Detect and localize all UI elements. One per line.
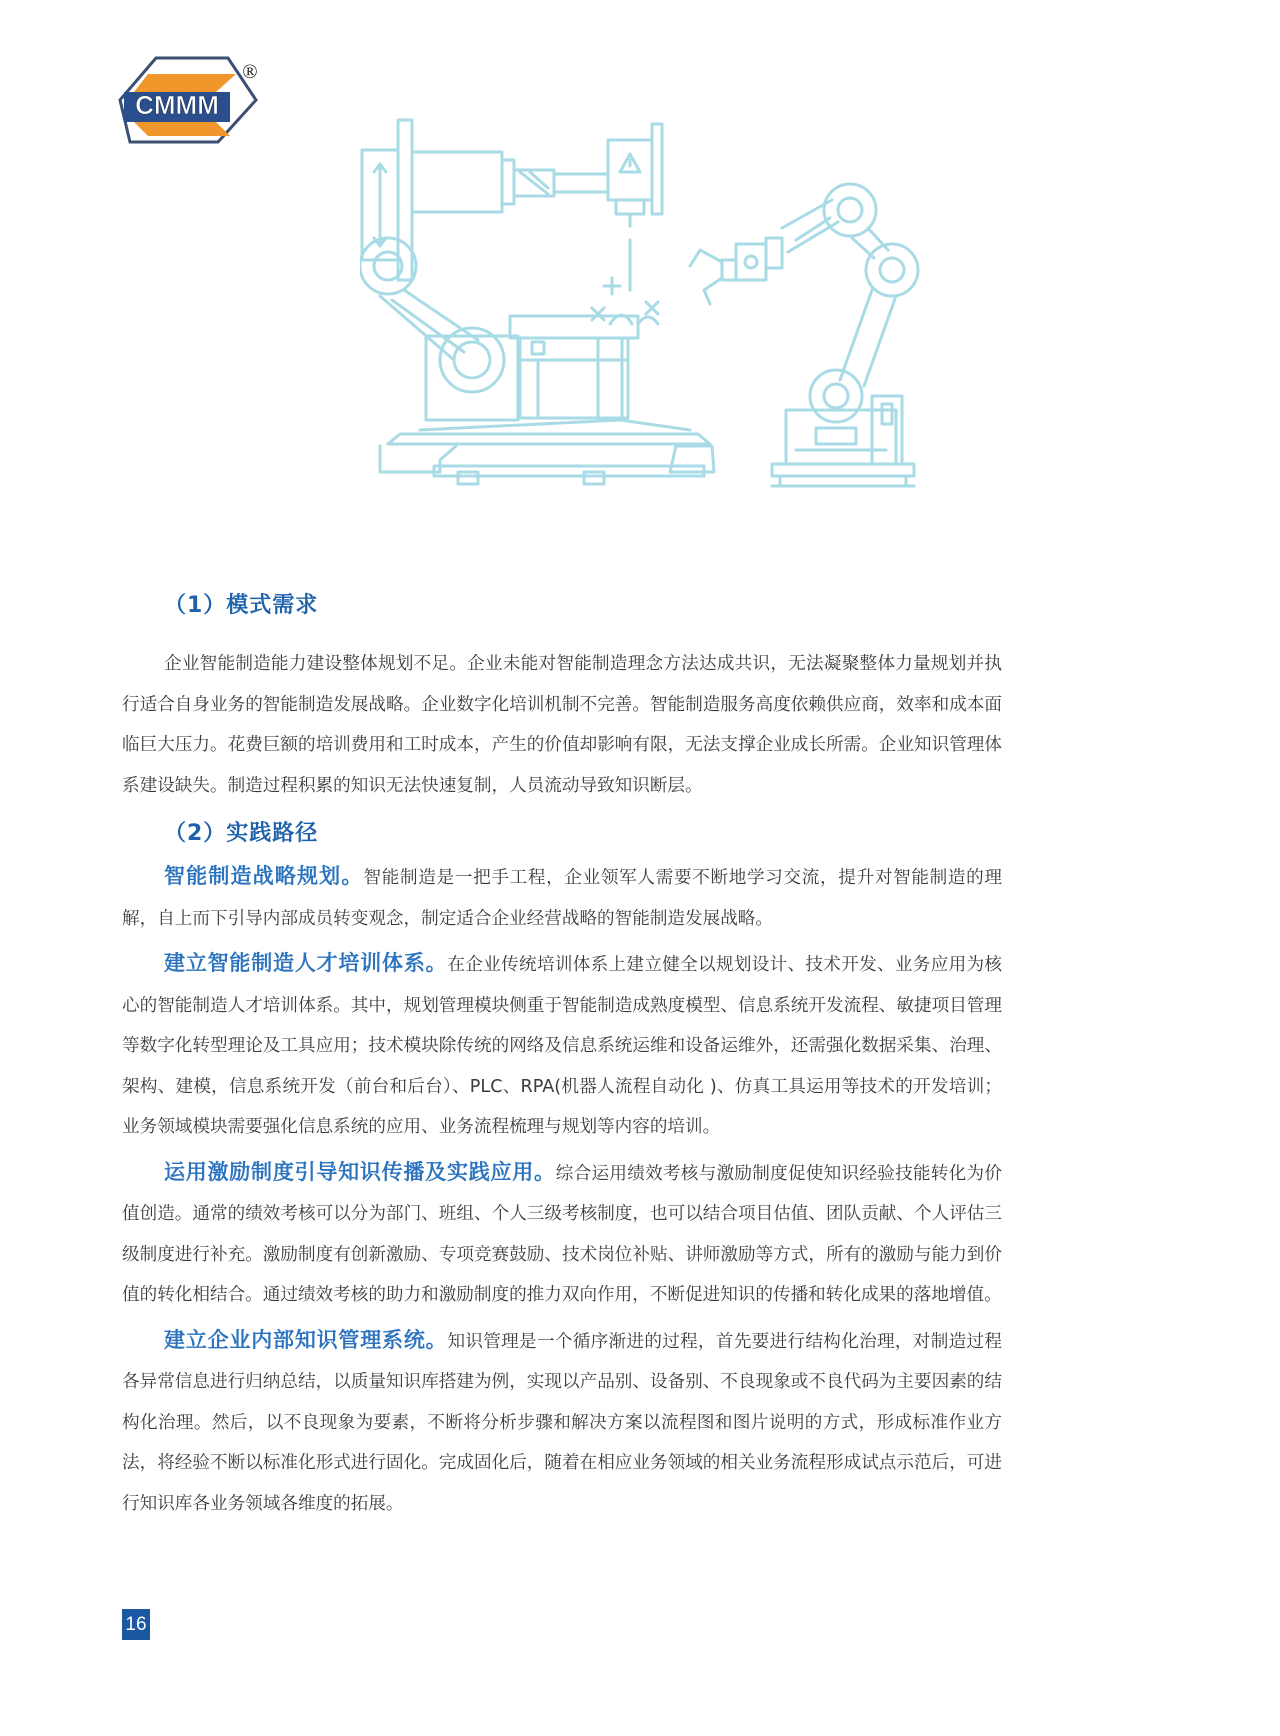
paragraph-lead: 运用激励制度引导知识传播及实践应用。 <box>164 1159 556 1184</box>
section-title-practice-path: （2）实践路径 <box>164 821 319 846</box>
industrial-robot-arms-illustration <box>360 110 1010 540</box>
paragraph-text: 知识管理是一个循序渐进的过程，首先要进行结构化治理，对制造过程各异常信息进行归纳总结，以质量知识库搭建为例，实现以产品别、设备别、不良现象或不良代码为主要因素的结构化治理。然后，以不良现象为要素，不断将分析步骤和解决方案以流程图和图片说明的方式，形成标准作业方法，将经验不断以标准化形式进行固化。完成固化后，随着在相应业务领域的相关业务流程形成试点示范后，可进行知识库各业务领域各维度的拓展。 <box>122 1331 1002 1514</box>
paragraph-text: 在企业传统培训体系上建立健全以规划设计、技术开发、业务应用为核心的智能制造人才培训体系。其中，规划管理模块侧重于智能制造成熟度模型、信息系统开发流程、敏捷项目管理等数字化转型理论及工具应用；技术模块除传统的网络及信息系统运维和设备运维外，还需强化数据采集、治理、架构、建模，信息系统开发（前台和后台）、PLC、RPA(机器人流程自动化 )、仿真工具运用等技术的开发培训；业务领域模块需要强化信息系统的应用、业务流程梳理与规划等内容的培训。 <box>122 955 1002 1137</box>
section-title-mode-demand: （1）模式需求 <box>164 593 319 618</box>
cmmm-logo-icon <box>118 56 268 152</box>
paragraph-lead: 智能制造战略规划。 <box>164 864 364 888</box>
paragraph-knowledge-management <box>122 1320 1002 1525</box>
article-body <box>122 590 1002 1524</box>
paragraph-text: 企业智能制造能力建设整体规划不足。企业未能对智能制造理念方法达成共识，无法凝聚整体力量规划并执行适合自身业务的智能制造发展战略。企业数字化培训机制不完善。智能制造服务高度依赖供应商，效率和成本面临巨大压力。花费巨额的培训费用和工时成本，产生的价值却影响有限，无法支撑企业成长所需。企业知识管理体系建设缺失。制造过程积累的知识无法快速复制，人员流动导致知识断层。 <box>122 654 1002 796</box>
industrial-robot-arms-icon <box>360 110 1010 540</box>
logo-text: CMMM <box>135 90 219 120</box>
paragraph-text: 综合运用绩效考核与激励制度促使知识经验技能转化为价值创造。通常的绩效考核可以分为部门、班组、个人三级考核制度，也可以结合项目估值、团队贡献、个人评估三级制度进行补充。激励制度有创新激励、专项竞赛鼓励、技术岗位补贴、讲师激励等方式，所有的激励与能力到价值的转化相结合。通过绩效考核的助力和激励制度的推力双向作用，不断促进知识的传播和转化成果的落地增值。 <box>122 1163 1002 1305</box>
paragraph-strategy-planning <box>122 856 1002 939</box>
paragraph-text: 智能制造是一把手工程，企业领军人需要不断地学习交流，提升对智能制造的理解，自上而下引导内部成员转变观念，制定适合企业经营战略的智能制造发展战略。 <box>122 868 1002 929</box>
paragraph-lead: 建立智能制造人才培训体系。 <box>164 951 448 975</box>
registered-mark: ® <box>242 61 258 83</box>
paragraph-mode-demand <box>122 644 1002 806</box>
paragraph-talent-training <box>122 943 1002 1148</box>
cmmm-logo <box>118 56 268 152</box>
page-number-badge: 16 <box>122 1609 150 1640</box>
paragraph-incentive-system <box>122 1152 1002 1316</box>
paragraph-lead: 建立企业内部知识管理系统。 <box>164 1327 448 1352</box>
